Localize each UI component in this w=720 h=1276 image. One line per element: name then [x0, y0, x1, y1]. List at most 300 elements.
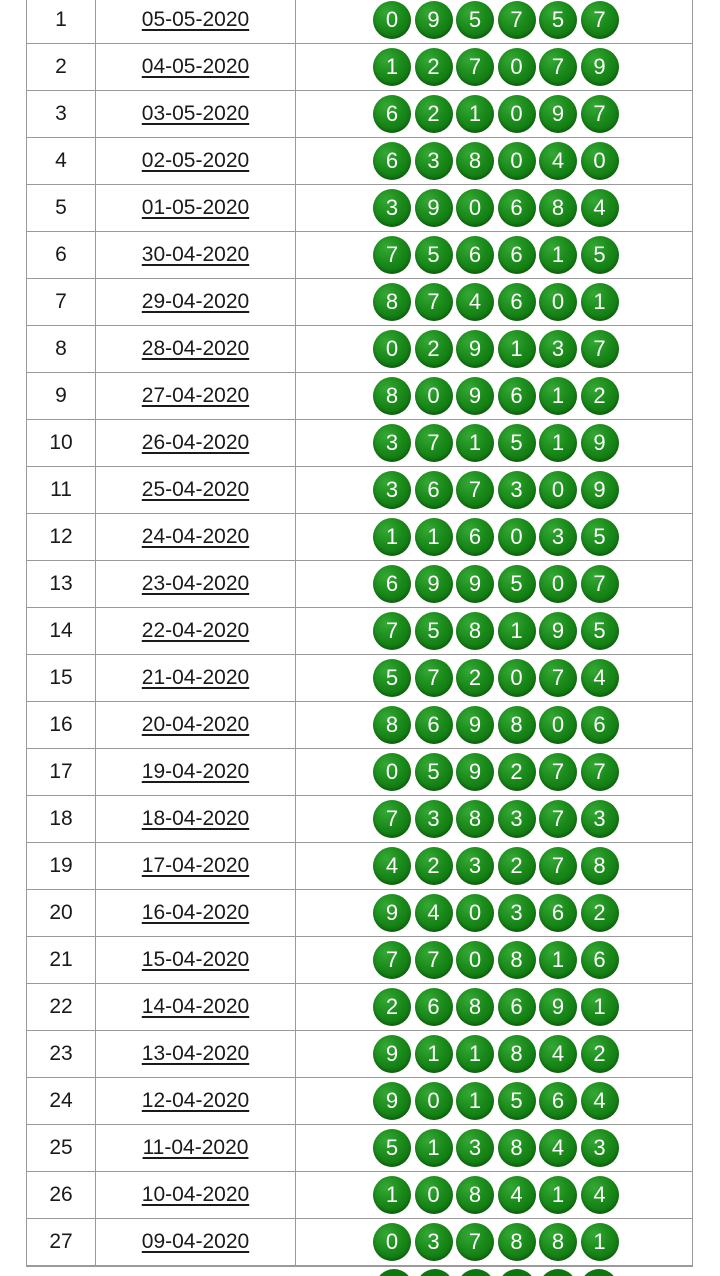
table-row: [26, 890, 693, 937]
row-number: 2: [26, 44, 95, 90]
digit-ball: 2: [415, 330, 453, 368]
digit-ball: 1: [539, 236, 577, 274]
result-digits: [295, 1172, 693, 1218]
result-digits: [295, 279, 693, 325]
date-cell: [95, 138, 295, 184]
digit-ball: 0: [539, 283, 577, 321]
result-digits: [295, 702, 693, 748]
digit-ball: 5: [415, 612, 453, 650]
date-link[interactable]: 29-04-2020: [141, 290, 250, 313]
digit-ball: 1: [373, 1176, 411, 1214]
date-cell: [95, 44, 295, 90]
date-cell: [95, 655, 295, 701]
digit-ball: 0: [539, 706, 577, 744]
row-number: 13: [26, 561, 95, 607]
digit-ball: 1: [373, 48, 411, 86]
digit-ball: 7: [581, 1, 619, 39]
result-digits: [295, 608, 693, 654]
row-number: 27: [26, 1219, 95, 1265]
digit-ball: 9: [415, 189, 453, 227]
digit-ball: 9: [539, 95, 577, 133]
digit-ball: 4: [415, 894, 453, 932]
digit-ball: 8: [539, 1223, 577, 1261]
table-row: [26, 984, 693, 1031]
date-cell: [95, 420, 295, 466]
digit-ball: [539, 1269, 577, 1276]
digit-ball: 8: [539, 189, 577, 227]
digit-ball: 2: [456, 659, 494, 697]
digit-ball: 4: [539, 142, 577, 180]
date-link[interactable]: 12-04-2020: [141, 1089, 250, 1112]
digit-ball: 6: [456, 236, 494, 274]
row-number: 18: [26, 796, 95, 842]
date-cell: [95, 890, 295, 936]
digit-ball: [580, 1269, 618, 1276]
table-row: [26, 420, 693, 467]
row-number: 20: [26, 890, 95, 936]
digit-ball: 9: [539, 612, 577, 650]
digit-ball: 3: [498, 471, 536, 509]
digit-ball: 8: [456, 1176, 494, 1214]
date-cell: [95, 0, 295, 43]
digit-ball: 3: [456, 1129, 494, 1167]
digit-ball: 7: [581, 565, 619, 603]
digit-ball: 0: [373, 1, 411, 39]
result-digits: [295, 467, 693, 513]
digit-ball: 2: [581, 894, 619, 932]
date-cell: [95, 279, 295, 325]
digit-ball: 0: [498, 95, 536, 133]
date-cell: [95, 467, 295, 513]
digit-ball: 2: [415, 95, 453, 133]
digit-ball: 1: [498, 612, 536, 650]
digit-ball: 8: [498, 1223, 536, 1261]
result-digits: [295, 561, 693, 607]
digit-ball: 9: [415, 565, 453, 603]
date-cell: [95, 561, 295, 607]
row-number: 14: [26, 608, 95, 654]
digit-ball: 7: [415, 424, 453, 462]
digit-ball: 3: [415, 1223, 453, 1261]
digit-ball: 0: [373, 753, 411, 791]
row-number: 1: [26, 0, 95, 43]
date-link[interactable]: 30-04-2020: [141, 243, 250, 266]
date-cell: [95, 232, 295, 278]
table-row: [26, 1219, 693, 1266]
date-link[interactable]: 26-04-2020: [141, 431, 250, 454]
digit-ball: 8: [373, 377, 411, 415]
digit-ball: [416, 1269, 454, 1276]
digit-ball: 3: [373, 471, 411, 509]
result-digits: [295, 1078, 693, 1124]
date-cell: [95, 1078, 295, 1124]
row-number: 17: [26, 749, 95, 795]
digit-ball: 3: [498, 800, 536, 838]
date-link[interactable]: 21-04-2020: [141, 666, 250, 689]
date-link[interactable]: 20-04-2020: [141, 713, 250, 736]
date-cell: [95, 796, 295, 842]
digit-ball: 0: [456, 941, 494, 979]
digit-ball: 9: [456, 377, 494, 415]
table-row: [26, 232, 693, 279]
digit-ball: 7: [373, 800, 411, 838]
date-cell: [95, 1125, 295, 1171]
digit-ball: 0: [373, 330, 411, 368]
digit-ball: 3: [456, 847, 494, 885]
digit-ball: 7: [581, 330, 619, 368]
digit-ball: 7: [456, 48, 494, 86]
date-link[interactable]: 17-04-2020: [141, 854, 250, 877]
row-number: 19: [26, 843, 95, 889]
digit-ball: 5: [456, 1, 494, 39]
digit-ball: 6: [498, 189, 536, 227]
digit-ball: 3: [539, 518, 577, 556]
result-digits: [295, 420, 693, 466]
date-link[interactable]: 01-05-2020: [141, 196, 250, 219]
date-link[interactable]: 18-04-2020: [141, 807, 250, 830]
date-cell: [95, 702, 295, 748]
date-cell: [95, 1219, 295, 1265]
digit-ball: 5: [373, 659, 411, 697]
digit-ball: 7: [456, 471, 494, 509]
digit-ball: 5: [373, 1129, 411, 1167]
digit-ball: 6: [415, 471, 453, 509]
date-cell: [95, 326, 295, 372]
digit-ball: 9: [456, 565, 494, 603]
date-link[interactable]: 14-04-2020: [141, 995, 250, 1018]
date-link[interactable]: 13-04-2020: [141, 1042, 250, 1065]
date-cell: [95, 937, 295, 983]
row-number: 3: [26, 91, 95, 137]
digit-ball: 4: [456, 283, 494, 321]
table-row: [26, 1031, 693, 1078]
result-digits: [295, 514, 693, 560]
digit-ball: 1: [581, 1223, 619, 1261]
date-cell: [95, 373, 295, 419]
digit-ball: 0: [415, 1176, 453, 1214]
table-row: [26, 1078, 693, 1125]
digit-ball: 5: [415, 753, 453, 791]
digit-ball: 6: [415, 988, 453, 1026]
row-number: 21: [26, 937, 95, 983]
digit-ball: 0: [498, 142, 536, 180]
result-digits: [295, 91, 693, 137]
result-digits: [295, 373, 693, 419]
date-link[interactable]: 28-04-2020: [141, 337, 250, 360]
date-link[interactable]: 25-04-2020: [141, 478, 250, 501]
digit-ball: 7: [373, 941, 411, 979]
digit-ball: 4: [539, 1129, 577, 1167]
digit-ball: 6: [539, 894, 577, 932]
digit-ball: 6: [373, 95, 411, 133]
digit-ball: [457, 1269, 495, 1276]
digit-ball: 4: [581, 189, 619, 227]
digit-ball: 7: [415, 283, 453, 321]
digit-ball: 6: [581, 941, 619, 979]
digit-ball: 9: [581, 471, 619, 509]
digit-ball: 0: [456, 189, 494, 227]
digit-ball: 1: [373, 518, 411, 556]
row-number: 25: [26, 1125, 95, 1171]
digit-ball: 5: [581, 236, 619, 274]
digit-ball: 0: [539, 471, 577, 509]
row-number: 10: [26, 420, 95, 466]
digit-ball: 6: [373, 565, 411, 603]
digit-ball: 7: [498, 1, 536, 39]
digit-ball: 1: [539, 424, 577, 462]
digit-ball: 7: [581, 753, 619, 791]
next-row-partial: [26, 1266, 693, 1276]
date-link[interactable]: 05-05-2020: [141, 8, 250, 31]
digit-ball: 1: [415, 1035, 453, 1073]
table-row: [26, 655, 693, 702]
date-link[interactable]: 09-04-2020: [141, 1230, 250, 1253]
digit-ball: 1: [456, 1082, 494, 1120]
digit-ball: 4: [498, 1176, 536, 1214]
digit-ball: 0: [498, 659, 536, 697]
table-row: [26, 702, 693, 749]
digit-ball: 7: [415, 659, 453, 697]
date-link[interactable]: 10-04-2020: [141, 1183, 250, 1206]
result-digits: [295, 138, 693, 184]
row-number: 16: [26, 702, 95, 748]
digit-ball: 6: [498, 377, 536, 415]
digit-ball: 2: [581, 377, 619, 415]
digit-ball: 9: [373, 894, 411, 932]
digit-ball: 3: [415, 142, 453, 180]
date-link[interactable]: 24-04-2020: [141, 525, 250, 548]
digit-ball: 6: [498, 283, 536, 321]
table-row: [26, 843, 693, 890]
digit-ball: 1: [456, 424, 494, 462]
digit-ball: 2: [581, 1035, 619, 1073]
table-row: [26, 91, 693, 138]
digit-ball: 0: [581, 142, 619, 180]
table-row: [26, 796, 693, 843]
digit-ball: 6: [498, 988, 536, 1026]
date-cell: [95, 514, 295, 560]
table-row: [26, 44, 693, 91]
row-number: 6: [26, 232, 95, 278]
digit-ball: 0: [498, 48, 536, 86]
digit-ball: 3: [581, 1129, 619, 1167]
date-link[interactable]: 22-04-2020: [141, 619, 250, 642]
result-digits: [295, 44, 693, 90]
digit-ball: 9: [373, 1082, 411, 1120]
digit-ball: 6: [456, 518, 494, 556]
digit-ball: 7: [415, 941, 453, 979]
date-link[interactable]: 03-05-2020: [141, 102, 250, 125]
digit-ball: 0: [415, 1082, 453, 1120]
digit-ball: 0: [498, 518, 536, 556]
digit-ball: 1: [415, 1129, 453, 1167]
digit-ball: 8: [581, 847, 619, 885]
digit-ball: 7: [539, 847, 577, 885]
result-digits: [295, 185, 693, 231]
digit-ball: 4: [581, 1176, 619, 1214]
results-table: [26, 0, 693, 1266]
row-number: 11: [26, 467, 95, 513]
digit-ball: 8: [498, 1035, 536, 1073]
digit-ball: 1: [456, 95, 494, 133]
digit-ball: 3: [498, 894, 536, 932]
table-row: [26, 937, 693, 984]
digit-ball: 1: [456, 1035, 494, 1073]
digit-ball: 6: [498, 236, 536, 274]
digit-ball: 7: [581, 95, 619, 133]
digit-ball: 6: [539, 1082, 577, 1120]
digit-ball: 6: [415, 706, 453, 744]
digit-ball: 4: [373, 847, 411, 885]
result-digits: [295, 796, 693, 842]
date-cell: [95, 185, 295, 231]
digit-ball: 5: [498, 424, 536, 462]
digit-ball: 8: [456, 988, 494, 1026]
row-number: 23: [26, 1031, 95, 1077]
digit-ball: 5: [498, 1082, 536, 1120]
date-cell: [95, 749, 295, 795]
digit-ball: 1: [581, 988, 619, 1026]
date-link[interactable]: 04-05-2020: [141, 55, 250, 78]
digit-ball: 9: [456, 706, 494, 744]
row-divider: [26, 1266, 693, 1267]
table-row: [26, 1125, 693, 1172]
table-row: [26, 185, 693, 232]
table-row: [26, 608, 693, 655]
digit-ball: 6: [581, 706, 619, 744]
table-row: [26, 749, 693, 796]
digit-ball: 9: [581, 424, 619, 462]
result-digits: [295, 937, 693, 983]
table-row: [26, 514, 693, 561]
digit-ball: 3: [581, 800, 619, 838]
row-number: 24: [26, 1078, 95, 1124]
digit-ball: 8: [373, 283, 411, 321]
row-number: 22: [26, 984, 95, 1030]
digit-ball: 9: [456, 330, 494, 368]
digit-ball: 6: [373, 142, 411, 180]
digit-ball: 1: [498, 330, 536, 368]
date-link[interactable]: 11-04-2020: [142, 1136, 249, 1159]
result-digits: [295, 984, 693, 1030]
digit-ball: 1: [581, 283, 619, 321]
digit-ball: 7: [539, 48, 577, 86]
digit-ball: 0: [539, 565, 577, 603]
digit-ball: 2: [373, 988, 411, 1026]
table-row: [26, 467, 693, 514]
table-row: [26, 1172, 693, 1219]
digit-ball: 5: [539, 1, 577, 39]
date-cell: [95, 843, 295, 889]
digit-ball: 8: [456, 142, 494, 180]
row-number: 8: [26, 326, 95, 372]
table-row: [26, 373, 693, 420]
digit-ball: 3: [373, 189, 411, 227]
digit-ball: 8: [498, 941, 536, 979]
digit-ball: 2: [415, 847, 453, 885]
date-link[interactable]: 16-04-2020: [141, 901, 250, 924]
digit-ball: 5: [581, 612, 619, 650]
digit-ball: 2: [498, 753, 536, 791]
date-link[interactable]: 23-04-2020: [141, 572, 250, 595]
digit-ball: 0: [456, 894, 494, 932]
digit-ball: 7: [456, 1223, 494, 1261]
table-row: [26, 279, 693, 326]
date-cell: [95, 984, 295, 1030]
row-number: 9: [26, 373, 95, 419]
result-digits: [295, 1219, 693, 1265]
row-number: 5: [26, 185, 95, 231]
digit-ball: [375, 1269, 413, 1276]
digit-ball: 9: [373, 1035, 411, 1073]
digit-ball: 2: [415, 48, 453, 86]
table-row: [26, 326, 693, 373]
table-row: [26, 0, 693, 44]
result-digits: [295, 1031, 693, 1077]
row-number: 15: [26, 655, 95, 701]
digit-ball: 3: [373, 424, 411, 462]
digit-ball: 7: [539, 800, 577, 838]
result-digits: [295, 0, 693, 43]
table-row: [26, 138, 693, 185]
result-digits: [295, 326, 693, 372]
digit-ball: 7: [539, 659, 577, 697]
digit-ball: 1: [539, 1176, 577, 1214]
result-digits: [295, 843, 693, 889]
result-digits: [295, 655, 693, 701]
digit-ball: 4: [581, 1082, 619, 1120]
digit-ball: 4: [581, 659, 619, 697]
digit-ball: 9: [539, 988, 577, 1026]
digit-ball: 0: [373, 1223, 411, 1261]
digit-ball: 8: [498, 1129, 536, 1167]
digit-ball: 5: [581, 518, 619, 556]
digit-ball: 3: [415, 800, 453, 838]
digit-ball: 8: [456, 612, 494, 650]
digit-ball: 7: [373, 236, 411, 274]
digit-ball: 9: [456, 753, 494, 791]
digit-ball: 9: [581, 48, 619, 86]
digit-ball: 1: [539, 377, 577, 415]
digit-ball: 7: [373, 612, 411, 650]
result-digits: [295, 749, 693, 795]
result-digits: [295, 890, 693, 936]
table-row: [26, 561, 693, 608]
digit-ball: 5: [498, 565, 536, 603]
row-number: 4: [26, 138, 95, 184]
digit-ball: 3: [539, 330, 577, 368]
date-link[interactable]: 15-04-2020: [141, 948, 250, 971]
digit-ball: 8: [498, 706, 536, 744]
digit-ball: 1: [539, 941, 577, 979]
date-cell: [95, 608, 295, 654]
digit-ball: 5: [415, 236, 453, 274]
date-link[interactable]: 27-04-2020: [141, 384, 250, 407]
row-number: 7: [26, 279, 95, 325]
date-link[interactable]: 19-04-2020: [141, 760, 250, 783]
date-cell: [95, 1031, 295, 1077]
digit-ball: [498, 1269, 536, 1276]
row-number: 26: [26, 1172, 95, 1218]
digit-ball: 1: [415, 518, 453, 556]
digit-ball: 0: [415, 377, 453, 415]
digit-ball: 8: [456, 800, 494, 838]
digit-ball: 8: [373, 706, 411, 744]
digit-ball: 4: [539, 1035, 577, 1073]
date-link[interactable]: 02-05-2020: [141, 149, 250, 172]
date-cell: [95, 91, 295, 137]
date-cell: [95, 1172, 295, 1218]
